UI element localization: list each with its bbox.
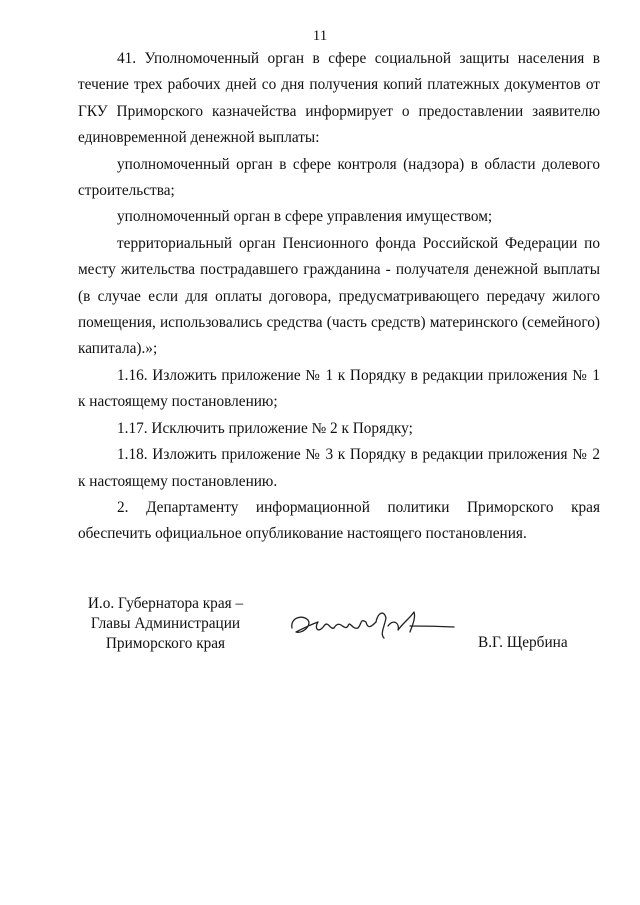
paragraph-41: 41. Уполномоченный орган в сфере социальной защиты населения в течение трех рабочих дней со дня получения копий платежных документов от ГКУ Приморского казначейства информирует о предоставлении заявителю единовременной денежной выплаты: xyxy=(78,50,600,147)
paragraph-1-16: 1.16. Изложить приложение № 1 к Порядку в редакции приложения № 1 к настоящему постановлению; xyxy=(78,366,600,411)
paragraph-recipient-pension-fund: территориальный орган Пенсионного фонда Российской Федерации по месту жительства пострадавшего гражданина - получателя денежной выплаты (в случае если для оплаты договора, предусматривающего передачу жилого помещения, использовались средства (часть средств) материнского (семейного) капитала).»; xyxy=(78,234,600,358)
signer-name: В.Г. Щербина xyxy=(478,634,568,651)
signer-position-line: И.о. Губернатора края – xyxy=(87,595,244,612)
signature-block xyxy=(0,594,640,674)
paragraph-recipient-construction: уполномоченный орган в сфере контроля (надзора) в области долевого строительства; xyxy=(78,155,600,200)
page-number: 11 xyxy=(312,28,328,44)
handwritten-signature xyxy=(288,604,458,644)
paragraph-1-17: 1.17. Исключить приложение № 2 к Порядку; xyxy=(117,419,413,437)
paragraph-recipient-property: уполномоченный орган в сфере управления имуществом; xyxy=(117,208,493,226)
paragraph-2: 2. Департаменту информационной политики Приморского края обеспечить официальное опубликование настоящего постановления. xyxy=(78,498,600,543)
signer-position-line: Главы Администрации xyxy=(90,615,241,632)
paragraph-1-18: 1.18. Изложить приложение № 3 к Порядку в редакции приложения № 2 к настоящему постановлению. xyxy=(78,446,600,490)
document-body xyxy=(78,46,600,548)
signer-position-line: Приморского края xyxy=(105,635,226,652)
signer-position xyxy=(78,594,253,654)
